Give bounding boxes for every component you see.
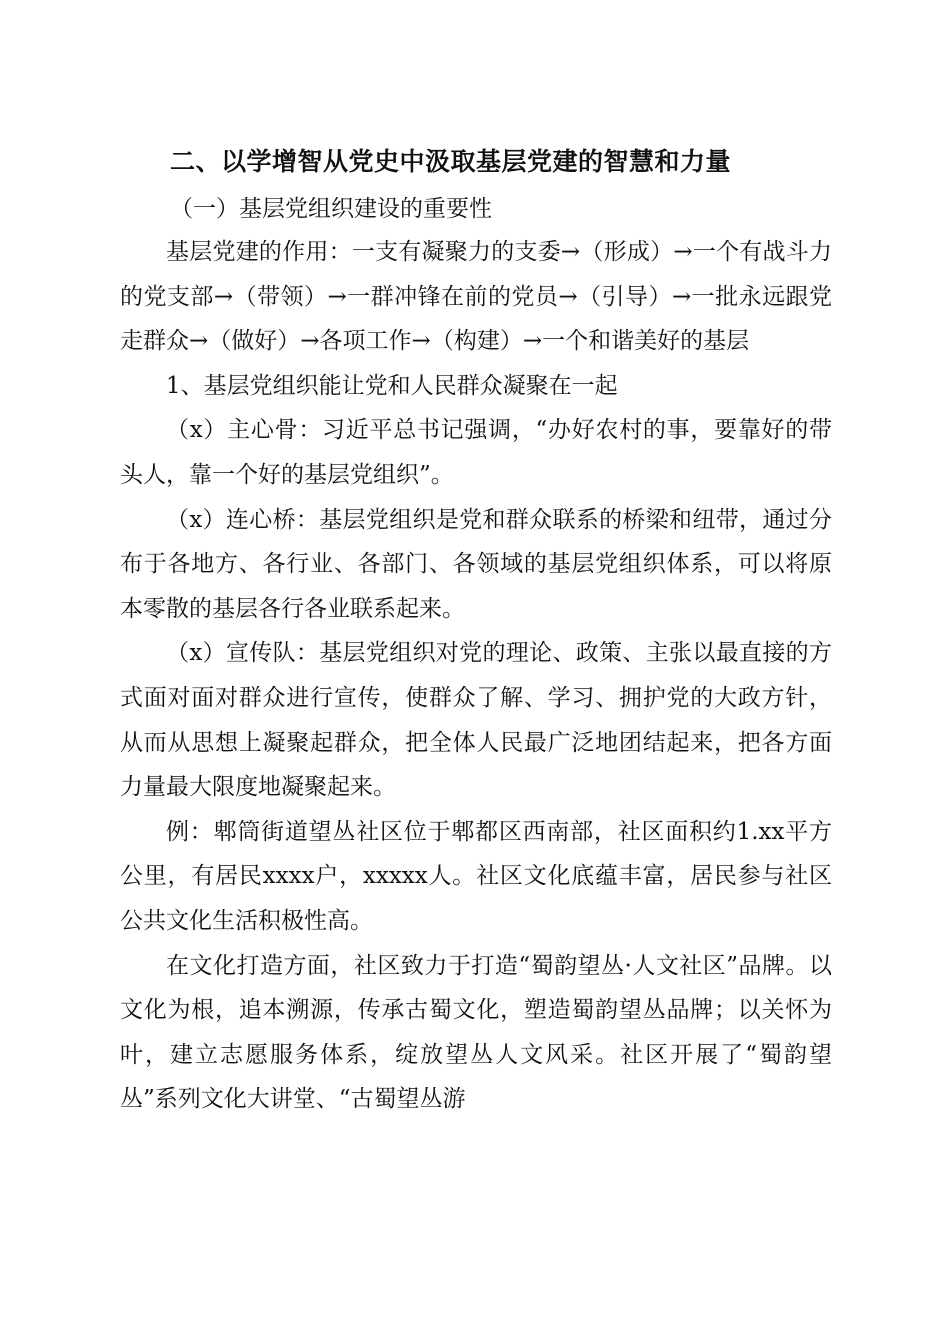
paragraph-propaganda: （x）宣传队：基层党组织对党的理论、政策、主张以最直接的方式面对面对群众进行宣传，使群众了解、学习、拥护党的大政方针，从而从思想上凝聚起群众，把全体人民最广泛地团结起来，把各方面力量最大限度地凝聚起来。 (120, 640, 832, 801)
document-body (120, 230, 832, 1122)
paragraph-backbone: （x）主心骨：习近平总书记强调，“办好农村的事，要靠好的带头人，靠一个好的基层党组织”。 (120, 417, 832, 488)
paragraph-bridge: （x）连心桥：基层党组织是党和群众联系的桥梁和纽带，通过分布于各地方、各行业、各部门、各领域的基层党组织体系，可以将原本零散的基层各行各业联系起来。 (120, 506, 832, 622)
paragraph-culture: 在文化打造方面，社区致力于打造“蜀韵望丛·人文社区”品牌。以文化为根，追本溯源，传承古蜀文化，塑造蜀韵望丛品牌；以关怀为叶，建立志愿服务体系，绽放望丛人文风采。社区开展了“蜀韵望丛”系列文化大讲堂、“古蜀望丛游 (120, 952, 832, 1113)
paragraph-point-1: 1、基层党组织能让党和人民群众凝聚在一起 (166, 372, 618, 399)
subsection-heading: （一）基层党组织建设的重要性 (170, 196, 492, 222)
paragraph-example: 例：郫筒街道望丛社区位于郫都区西南部，社区面积约1.xx平方公里，有居民xxxx户，xxxxx人。社区文化底蕴丰富，居民参与社区公共文化生活积极性高。 (120, 818, 832, 934)
paragraph-party-building-role: 基层党建的作用：一支有凝聚力的支委→（形成）→一个有战斗力的党支部→（带领）→一群冲锋在前的党员→（引导）→一批永远跟党走群众→（做好）→各项工作→（构建）→一个和谐美好的基层 (120, 239, 832, 355)
section-heading: 二、以学增智从党史中汲取基层党建的智慧和力量 (170, 147, 732, 176)
